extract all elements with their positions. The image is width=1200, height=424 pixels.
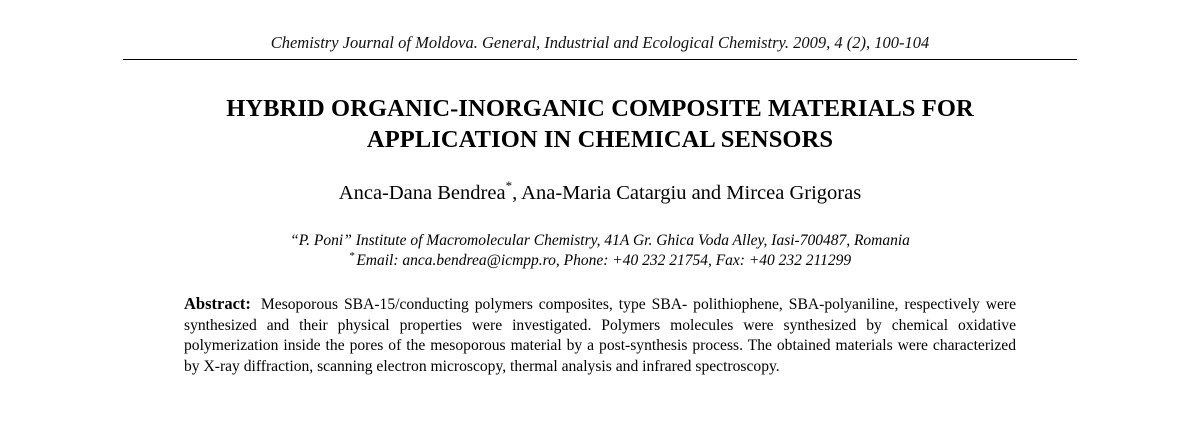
institute-address: “P. Poni” Institute of Macromolecular Chemistry, 41A Gr. Ghica Voda Alley, Iasi-700487, Romania	[290, 232, 910, 249]
abstract-text: Mesoporous SBA-15/conducting polymers composites, type SBA- polithiophene, SBA-polyaniline, respectively were synthesized and their physical properties were investigated. Polymers molecules were synthesized by chemical oxidative polymerization inside the pores of the mesoporous material by a post-synthesis process. The obtained materials were characterized by X-ray diffraction, scanning electron microscopy, thermal analysis and infrared spectroscopy.	[184, 296, 1016, 375]
abstract-paragraph	[184, 294, 1016, 377]
affiliation-block	[0, 231, 1200, 271]
contact-line	[0, 251, 1200, 271]
corresponding-author-mark: *	[505, 178, 513, 193]
author-names-rest: , Ana-Maria Catargiu and Mircea Grigoras	[512, 182, 862, 204]
contact-mark: *	[348, 250, 355, 262]
contact-details: Email: anca.bendrea@icmpp.ro, Phone: +40 232 21754, Fax: +40 232 211299	[356, 252, 852, 269]
journal-citation-header: Chemistry Journal of Moldova. General, Industrial and Ecological Chemistry. 2009, 4 (2), 100-104	[270, 33, 930, 52]
author-name-1: Anca-Dana Bendrea	[338, 182, 506, 204]
header-divider	[123, 59, 1077, 60]
article-title-line-1: HYBRID ORGANIC-INORGANIC COMPOSITE MATERIALS FOR	[226, 95, 974, 122]
article-title	[0, 93, 1200, 155]
abstract-label: Abstract:	[184, 294, 251, 313]
article-title-line-2: APPLICATION IN CHEMICAL SENSORS	[366, 126, 834, 153]
author-list	[0, 180, 1200, 206]
